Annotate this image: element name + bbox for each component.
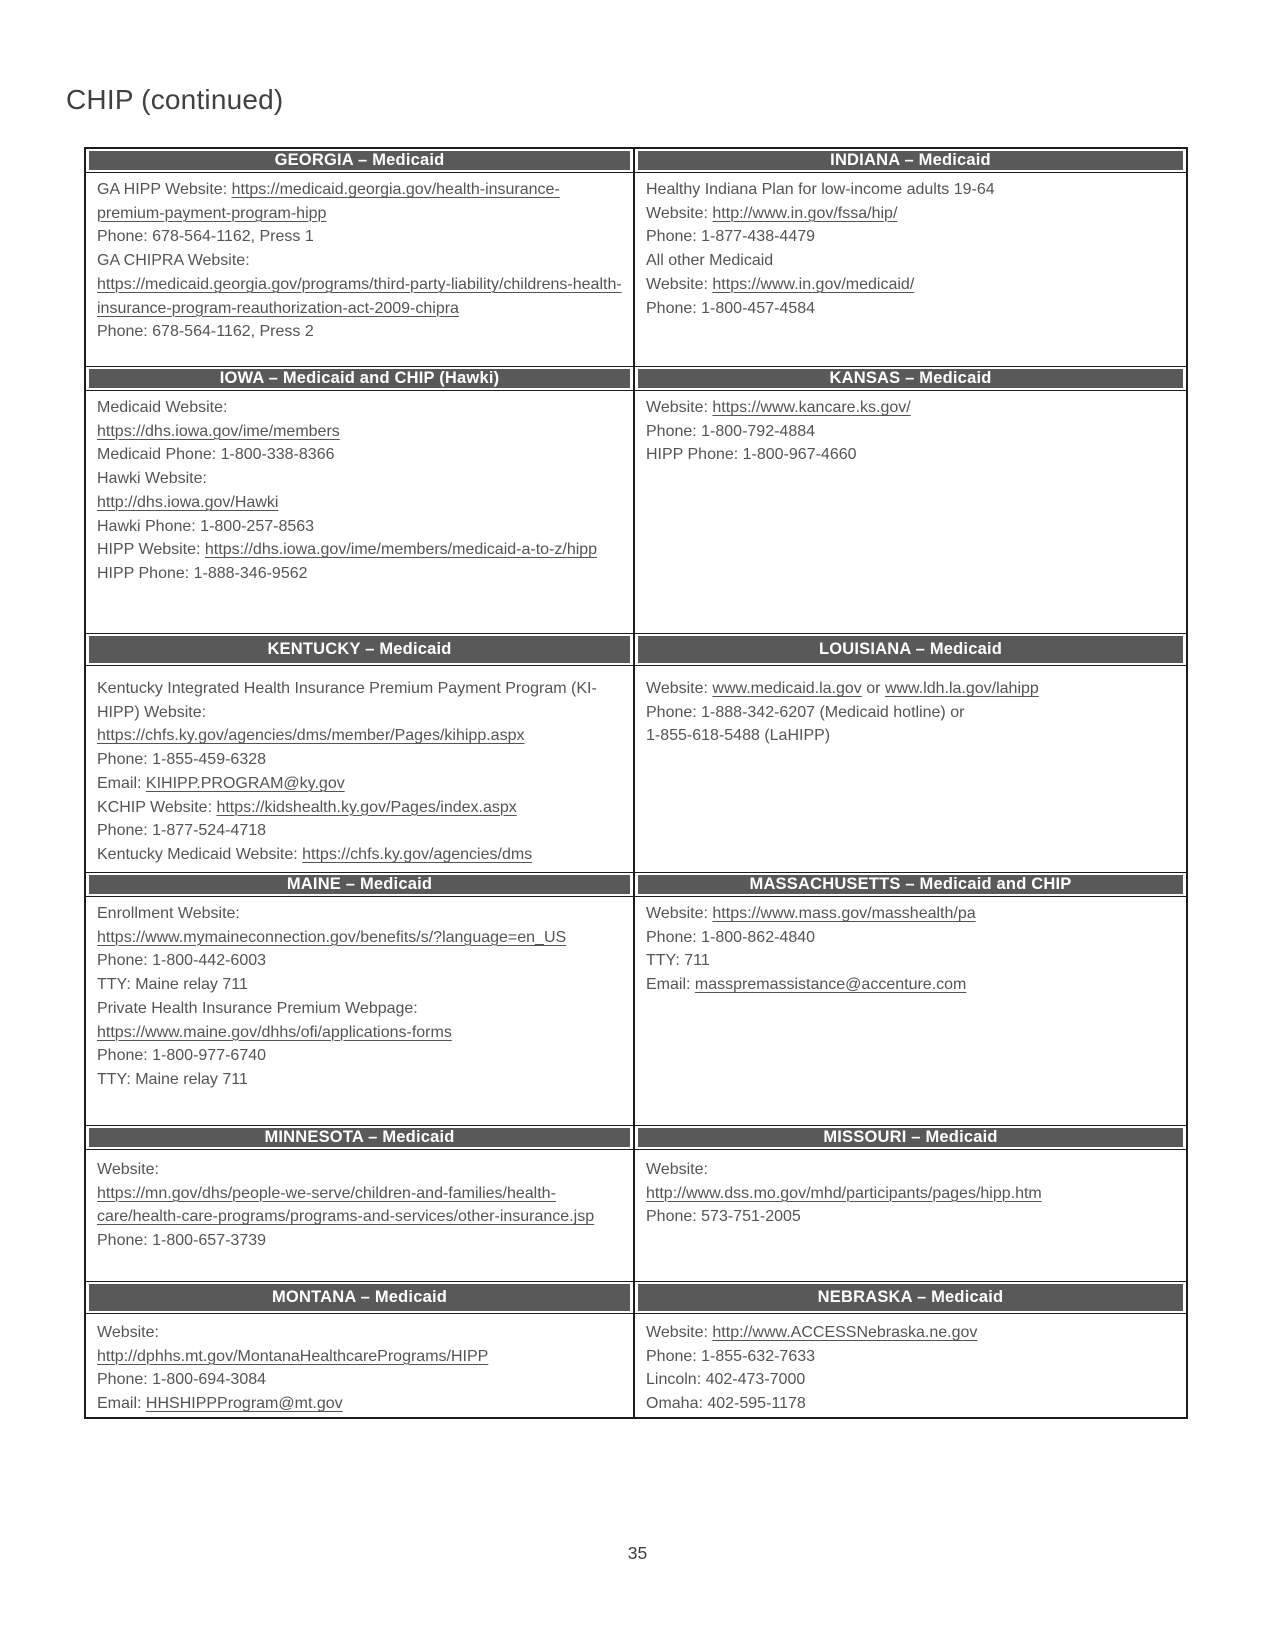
text-segment: Phone: 1-800-694-3084 [97, 1371, 267, 1389]
header-cell-slot [635, 1126, 1186, 1149]
info-line [646, 949, 1175, 973]
table-header-row [86, 1281, 1186, 1314]
link[interactable]: https://www.in.gov/medicaid/ [712, 275, 915, 293]
link[interactable]: HHSHIPPProgram@mt.gov [145, 1395, 343, 1413]
text-segment: Phone: 1-800-657-3739 [97, 1232, 267, 1250]
info-line [646, 225, 1175, 249]
link[interactable]: https://dhs.iowa.gov/ime/members/medicaid-a-to-z/hipp [204, 541, 598, 559]
state-section-header: MONTANA – Medicaid [89, 1284, 630, 1311]
link[interactable]: https://medicaid.georgia.gov/programs/third-party-liability/childrens-health-insurance-program-reauthorization-act-2009-chipra [97, 275, 622, 317]
table-row [86, 897, 1186, 1125]
text-segment: KCHIP Website: [97, 798, 217, 816]
table-row [86, 173, 1186, 366]
link[interactable]: https://www.mass.gov/masshealth/pa [712, 905, 976, 922]
info-line [97, 515, 622, 539]
text-segment: All other Medicaid [646, 252, 774, 270]
state-info-cell [635, 666, 1186, 872]
info-line [646, 1368, 1175, 1392]
info-line [97, 396, 622, 420]
text-segment: Website: [646, 275, 713, 293]
table-header-row [86, 149, 1186, 173]
info-line [97, 320, 622, 344]
text-segment: Lincoln: 402-473-7000 [646, 1371, 806, 1389]
info-line [646, 1182, 1175, 1206]
state-info-cell [86, 391, 635, 633]
text-segment: TTY: Maine relay 711 [97, 976, 248, 994]
info-line [97, 748, 622, 772]
info-line [97, 467, 622, 491]
info-line [97, 902, 622, 926]
info-line [97, 772, 622, 796]
text-segment: TTY: Maine relay 711 [97, 1070, 248, 1088]
info-line [646, 1321, 1175, 1345]
text-segment: Phone: 1-855-459-6328 [97, 751, 267, 769]
state-section-header: GEORGIA – Medicaid [89, 151, 630, 170]
link[interactable]: http://dhs.iowa.gov/Hawki [97, 493, 279, 511]
info-line [646, 420, 1175, 444]
link[interactable]: https://mn.gov/dhs/people-we-serve/children-and-families/health-care/health-care-programs/programs-and-services/other-insurance.jsp [97, 1184, 595, 1226]
info-line [97, 1021, 622, 1045]
info-line [646, 396, 1175, 420]
state-info-cell [86, 897, 635, 1125]
state-section-header: KANSAS – Medicaid [638, 369, 1183, 388]
text-segment: Email: [646, 976, 695, 994]
state-info-cell [635, 1314, 1186, 1417]
text-segment: Email: [97, 774, 146, 792]
header-cell-slot [635, 873, 1186, 896]
text-segment: HIPP Phone: 1-800-967-4660 [646, 446, 857, 464]
link[interactable]: https://www.kancare.ks.gov/ [712, 399, 911, 416]
info-line [646, 297, 1175, 321]
text-segment: Hawki Website: [97, 470, 207, 488]
table-row [86, 666, 1186, 872]
table-row [86, 1314, 1186, 1417]
state-info-cell [635, 1150, 1186, 1281]
state-section-header: MASSACHUSETTS – Medicaid and CHIP [638, 875, 1183, 894]
text-segment: Website: [646, 399, 713, 416]
text-segment: Website: [646, 1324, 713, 1341]
state-section-header: IOWA – Medicaid and CHIP (Hawki) [89, 369, 630, 388]
header-cell-slot [635, 1282, 1186, 1313]
link[interactable]: https://chfs.ky.gov/agencies/dms/member/Pages/kihipp.aspx [97, 727, 525, 745]
state-info-cell [635, 897, 1186, 1125]
link[interactable]: http://www.in.gov/fssa/hip/ [712, 204, 898, 222]
text-segment: 1-855-618-5488 (LaHIPP) [646, 727, 831, 745]
info-line [97, 562, 622, 586]
link[interactable]: masspremassistance@accenture.com [694, 976, 967, 994]
info-line [97, 1182, 622, 1229]
header-cell-slot [635, 367, 1186, 390]
info-line [97, 796, 622, 820]
text-segment: Healthy Indiana Plan for low-income adults 19-64 [646, 181, 995, 198]
text-segment: Phone: 1-877-524-4718 [97, 822, 267, 840]
info-line [646, 1345, 1175, 1369]
table-row [86, 1150, 1186, 1281]
info-line [97, 1321, 622, 1345]
state-info-cell [635, 173, 1186, 366]
info-line [97, 677, 622, 724]
text-segment: Website: [97, 1161, 159, 1178]
link[interactable]: www.medicaid.la.gov [712, 680, 862, 697]
info-line [646, 701, 1175, 725]
state-section-header: KENTUCKY – Medicaid [89, 636, 630, 663]
info-line [97, 1158, 622, 1182]
info-line [97, 1044, 622, 1068]
state-info-cell [86, 1314, 635, 1417]
info-line [646, 249, 1175, 273]
text-segment: Website: [646, 204, 713, 222]
text-segment: Email: [97, 1395, 146, 1413]
header-cell-slot [86, 1126, 635, 1149]
link[interactable]: https://dhs.iowa.gov/ime/members [97, 422, 340, 440]
text-segment: TTY: 711 [646, 952, 710, 970]
info-line [97, 973, 622, 997]
text-segment: Website: [646, 680, 713, 697]
info-line [97, 1345, 622, 1369]
state-info-cell [635, 391, 1186, 633]
text-segment: HIPP Phone: 1-888-346-9562 [97, 564, 308, 582]
text-segment: Website: [646, 905, 713, 922]
link[interactable]: https://medicaid.georgia.gov/health-insurance-premium-payment-program-hipp [97, 181, 560, 222]
info-line [646, 973, 1175, 997]
link[interactable]: https://www.mymaineconnection.gov/benefits/s/?language=en_US [97, 928, 567, 946]
text-segment: Kentucky Integrated Health Insurance Premium Payment Program (KI-HIPP) Website: [97, 680, 597, 721]
state-section-header: MAINE – Medicaid [89, 875, 630, 894]
header-cell-slot [635, 634, 1186, 665]
text-segment: HIPP Website: [97, 541, 205, 559]
text-segment: Phone: 1-800-862-4840 [646, 928, 816, 946]
info-line [646, 273, 1175, 297]
text-segment: Medicaid Website: [97, 399, 228, 416]
text-segment: Phone: 1-888-342-6207 (Medicaid hotline) or [646, 703, 965, 721]
header-cell-slot [86, 367, 635, 390]
page-title: CHIP (continued) [66, 84, 284, 115]
state-section-header: LOUISIANA – Medicaid [638, 636, 1183, 663]
info-line [97, 178, 622, 225]
text-segment: Phone: 1-800-977-6740 [97, 1047, 267, 1065]
info-line [97, 420, 622, 444]
header-cell-slot [86, 1282, 635, 1313]
info-line [646, 443, 1175, 467]
text-segment: Phone: 573-751-2005 [646, 1208, 801, 1226]
text-segment: Phone: 1-877-438-4479 [646, 228, 816, 246]
table-header-row [86, 1125, 1186, 1150]
header-cell-slot [86, 634, 635, 665]
table-header-row [86, 633, 1186, 666]
state-section-header: MINNESOTA – Medicaid [89, 1128, 630, 1147]
state-info-cell [86, 173, 635, 366]
state-info-cell [86, 666, 635, 872]
text-segment: Phone: 1-855-632-7633 [646, 1347, 816, 1365]
text-segment: Website: [646, 1161, 708, 1178]
page-number: 35 [627, 1543, 648, 1563]
text-segment: Phone: 1-800-792-4884 [646, 422, 816, 440]
info-line [97, 491, 622, 515]
text-segment: Private Health Insurance Premium Webpage: [97, 999, 418, 1017]
info-line [97, 949, 622, 973]
info-line [97, 819, 622, 843]
info-line [97, 273, 622, 320]
info-line [646, 902, 1175, 926]
info-line [646, 1205, 1175, 1229]
text-segment: Omaha: 402-595-1178 [646, 1395, 806, 1413]
text-segment: GA HIPP Website: [97, 181, 232, 198]
link[interactable]: https://kidshealth.ky.gov/Pages/index.aspx [216, 798, 517, 816]
text-segment: Kentucky Medicaid Website: [97, 845, 303, 863]
text-segment: Phone: 1-800-442-6003 [97, 952, 267, 970]
header-cell-slot [86, 149, 635, 172]
info-line [97, 843, 622, 867]
info-line [646, 202, 1175, 226]
state-section-header: NEBRASKA – Medicaid [638, 1284, 1183, 1311]
link[interactable]: https://chfs.ky.gov/agencies/dms [302, 845, 533, 863]
link[interactable]: http://dphhs.mt.gov/MontanaHealthcarePrograms/HIPP [97, 1347, 489, 1365]
text-segment: Medicaid Phone: 1-800-338-8366 [97, 446, 335, 464]
info-line [646, 1392, 1175, 1416]
state-chip-contact-table [84, 147, 1188, 1419]
link[interactable]: www.ldh.la.gov/lahipp [884, 680, 1039, 697]
info-line [646, 1158, 1175, 1182]
info-line [97, 926, 622, 950]
text-segment: Phone: 678-564-1162, Press 2 [97, 323, 314, 341]
info-line [97, 249, 622, 273]
info-line [646, 926, 1175, 950]
info-line [97, 724, 622, 748]
text-segment: Phone: 678-564-1162, Press 1 [97, 228, 314, 246]
text-segment: Enrollment Website: [97, 905, 240, 922]
info-line [97, 1068, 622, 1092]
text-segment: Hawki Phone: 1-800-257-8563 [97, 517, 315, 535]
state-info-cell [86, 1150, 635, 1281]
text-segment: Phone: 1-800-457-4584 [646, 299, 816, 317]
table-header-row [86, 366, 1186, 391]
text-segment: Website: [97, 1324, 159, 1341]
text-segment: or [861, 680, 885, 697]
state-section-header: MISSOURI – Medicaid [638, 1128, 1183, 1147]
info-line [97, 225, 622, 249]
info-line [646, 677, 1175, 701]
info-line [646, 178, 1175, 202]
state-section-header: INDIANA – Medicaid [638, 151, 1183, 170]
link[interactable]: http://www.ACCESSNebraska.ne.gov [712, 1324, 978, 1341]
info-line [97, 1229, 622, 1253]
info-line [97, 538, 622, 562]
info-line [646, 724, 1175, 748]
info-line [97, 1368, 622, 1392]
info-line [97, 997, 622, 1021]
text-segment: GA CHIPRA Website: [97, 252, 250, 270]
table-row [86, 391, 1186, 633]
table-header-row [86, 872, 1186, 897]
header-cell-slot [635, 149, 1186, 172]
header-cell-slot [86, 873, 635, 896]
link[interactable]: http://www.dss.mo.gov/mhd/participants/pages/hipp.htm [646, 1184, 1042, 1202]
info-line [97, 443, 622, 467]
info-line [97, 1392, 622, 1416]
link[interactable]: https://www.maine.gov/dhhs/ofi/applications-forms [97, 1023, 452, 1041]
link[interactable]: KIHIPP.PROGRAM@ky.gov [145, 774, 345, 792]
